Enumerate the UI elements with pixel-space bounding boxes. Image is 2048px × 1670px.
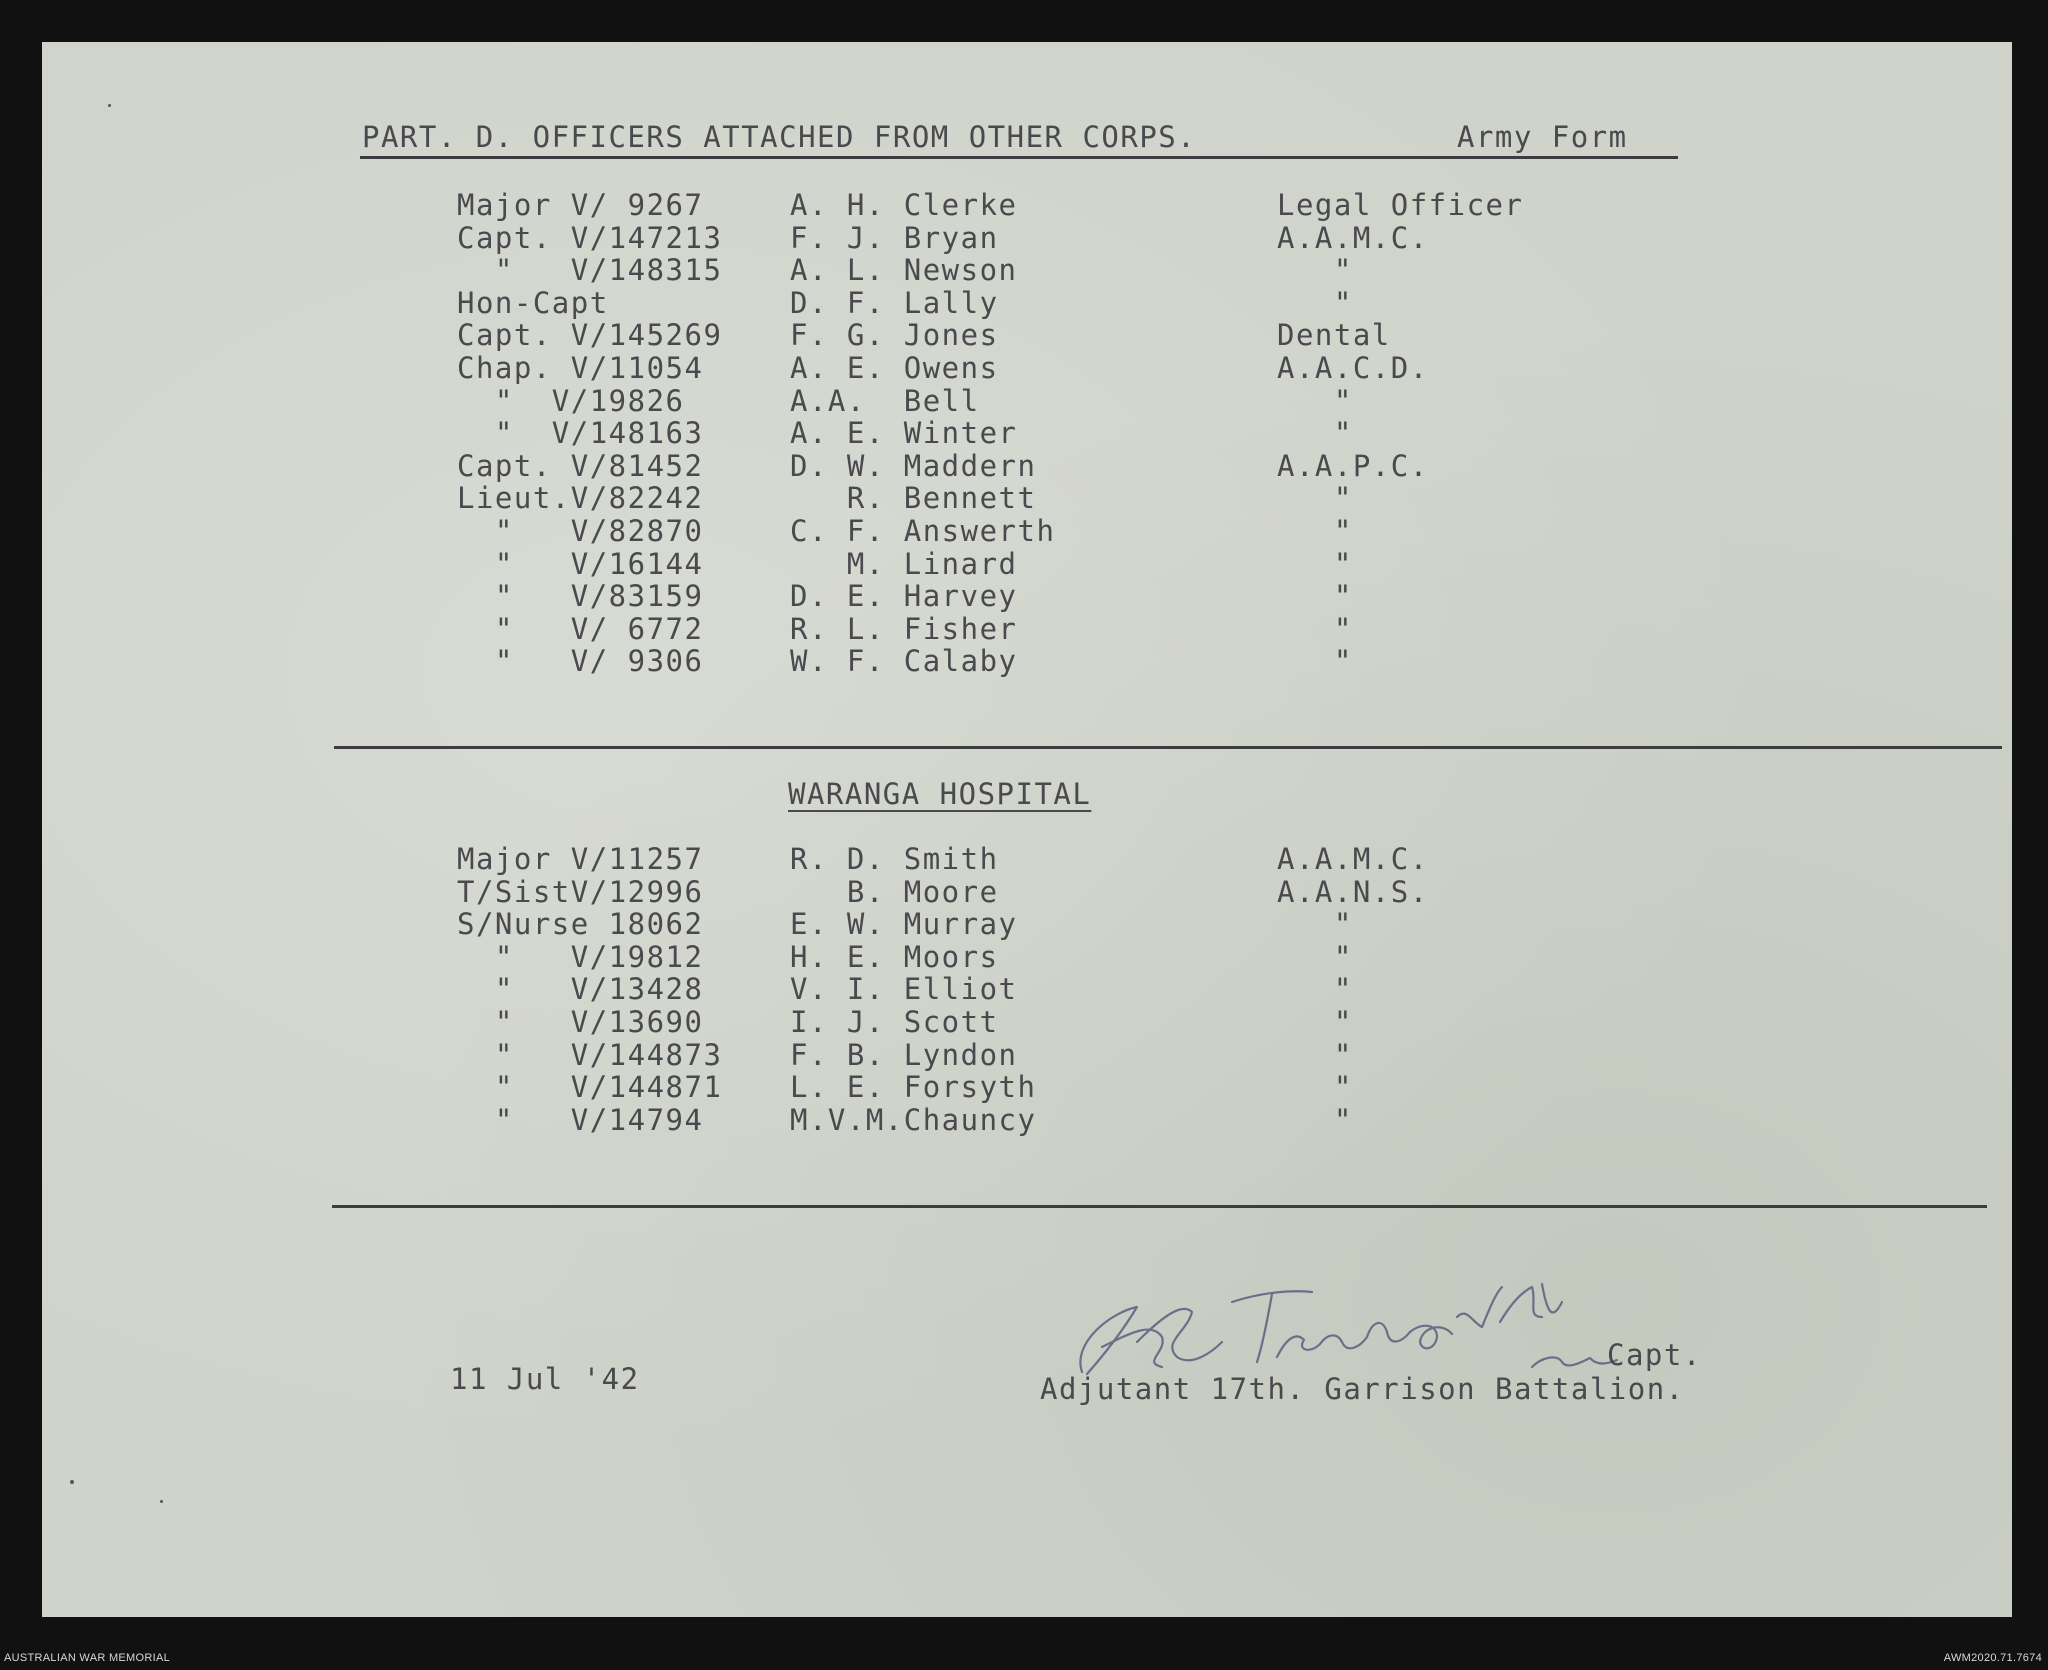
rank-number: " V/144873 (457, 1037, 723, 1072)
rank-number: " V/ 9306 (457, 644, 704, 679)
rank-number: " V/19812 (457, 939, 704, 974)
part-d-row (42, 612, 2012, 645)
corps: " (1277, 383, 1353, 418)
rank-number: " V/14794 (457, 1102, 704, 1137)
hospital-row (42, 907, 2012, 940)
hospital-row (42, 1070, 2012, 1103)
officer-name: F. B. Lyndon (790, 1037, 1018, 1072)
corps: " (1277, 481, 1353, 516)
rank-number: " V/ 6772 (457, 611, 704, 646)
section-divider (334, 746, 2002, 749)
rank-number: T/SistV/12996 (457, 874, 704, 909)
corps: " (1277, 253, 1353, 288)
rank-number: " V/82870 (457, 514, 704, 548)
rank-number: Capt. V/81452 (457, 448, 704, 483)
officer-name: M. Linard (790, 546, 1018, 581)
officer-name: F. G. Jones (790, 318, 999, 353)
part-d-row (42, 221, 2012, 254)
corps: A.A.M.C. (1277, 842, 1429, 876)
officer-name: R. Bennett (790, 481, 1037, 516)
corps: Legal Officer (1277, 188, 1524, 222)
hospital-row (42, 875, 2012, 908)
corps: " (1277, 285, 1353, 320)
corps: " (1277, 1102, 1353, 1137)
officer-name: A. E. Winter (790, 416, 1018, 451)
officer-name: D. W. Maddern (790, 448, 1037, 483)
rank-number: Lieut.V/82242 (457, 481, 704, 516)
signatory-position: Adjutant 17th. Garrison Battalion. (1040, 1372, 1685, 1406)
rank-number: Major V/ 9267 (457, 188, 704, 222)
signatory-rank: Capt. (1607, 1338, 1702, 1372)
officer-name: I. J. Scott (790, 1005, 999, 1039)
part-d-row (42, 449, 2012, 482)
bottom-divider (332, 1205, 1987, 1208)
officer-name: C. F. Answerth (790, 514, 1056, 548)
speck (70, 1480, 74, 1484)
officer-name: M.V.M.Chauncy (790, 1102, 1037, 1137)
officer-name: V. I. Elliot (790, 972, 1018, 1007)
corps: " (1277, 1005, 1353, 1039)
officer-name: D. F. Lally (790, 285, 999, 320)
rank-number: " V/13428 (457, 972, 704, 1007)
part-d-row (42, 318, 2012, 351)
speck (108, 104, 111, 107)
part-d-row (42, 514, 2012, 547)
corps: " (1277, 907, 1353, 942)
corps: " (1277, 1037, 1353, 1072)
rank-number: Capt. V/145269 (457, 318, 723, 353)
officer-name: F. J. Bryan (790, 220, 999, 255)
archive-reference: AWM2020.71.7674 (1943, 1652, 2042, 1664)
officer-name: A.A. Bell (790, 383, 980, 418)
rank-number: " V/13690 (457, 1005, 704, 1039)
corps: A.A.P.C. (1277, 448, 1429, 483)
part-d-row (42, 384, 2012, 417)
corps: " (1277, 546, 1353, 581)
document-date: 11 Jul '42 (450, 1362, 640, 1396)
corps: " (1277, 514, 1353, 548)
rank-number: Capt. V/147213 (457, 220, 723, 255)
officer-name: A. E. Owens (790, 351, 999, 385)
part-d-row (42, 481, 2012, 514)
officer-name: B. Moore (790, 874, 999, 909)
officer-name: H. E. Moors (790, 939, 999, 974)
hospital-row (42, 972, 2012, 1005)
hospital-heading: WARANGA HOSPITAL (788, 777, 1092, 811)
corps: " (1277, 972, 1353, 1007)
part-d-row (42, 286, 2012, 319)
corps: " (1277, 644, 1353, 679)
part-d-row (42, 416, 2012, 449)
officer-name: A. H. Clerke (790, 188, 1018, 222)
speck (160, 1500, 163, 1503)
hospital-row (42, 940, 2012, 973)
rank-number: S/Nurse 18062 (457, 907, 704, 942)
rank-number: " V/144871 (457, 1070, 723, 1105)
hospital-row (42, 842, 2012, 875)
rank-number: Chap. V/11054 (457, 351, 704, 385)
corps: " (1277, 611, 1353, 646)
corps: " (1277, 939, 1353, 974)
part-d-row (42, 547, 2012, 580)
rank-number: " V/83159 (457, 579, 704, 614)
corps: " (1277, 579, 1353, 614)
corps: " (1277, 1070, 1353, 1105)
officer-name: A. L. Newson (790, 253, 1018, 288)
officer-name: D. E. Harvey (790, 579, 1018, 614)
army-form-label: Army Form (1457, 120, 1628, 154)
officer-name: E. W. Murray (790, 907, 1018, 942)
corps: " (1277, 416, 1353, 451)
rank-number: Hon-Capt (457, 285, 609, 320)
part-d-heading: PART. D. OFFICERS ATTACHED FROM OTHER CORPS. (362, 120, 1197, 154)
part-d-row (42, 644, 2012, 677)
rank-number: " V/148163 (457, 416, 704, 451)
rank-number: Major V/11257 (457, 842, 704, 876)
hospital-row (42, 1038, 2012, 1071)
part-d-row (42, 253, 2012, 286)
officer-name: R. D. Smith (790, 842, 999, 876)
rank-number: " V/19826 (457, 383, 685, 418)
archive-credit: AUSTRALIAN WAR MEMORIAL (4, 1652, 171, 1664)
officer-name: W. F. Calaby (790, 644, 1018, 679)
rank-number: " V/148315 (457, 253, 723, 288)
hospital-row (42, 1005, 2012, 1038)
part-d-row (42, 579, 2012, 612)
document-page (42, 42, 2012, 1617)
part-d-row (42, 188, 2012, 221)
officer-name: L. E. Forsyth (790, 1070, 1037, 1105)
part-d-row (42, 351, 2012, 384)
hospital-row (42, 1103, 2012, 1136)
corps: Dental (1277, 318, 1391, 353)
heading-underline (360, 156, 1678, 159)
corps: A.A.M.C. (1277, 220, 1429, 255)
corps: A.A.C.D. (1277, 351, 1429, 385)
officer-name: R. L. Fisher (790, 611, 1018, 646)
rank-number: " V/16144 (457, 546, 704, 581)
corps: A.A.N.S. (1277, 874, 1429, 909)
